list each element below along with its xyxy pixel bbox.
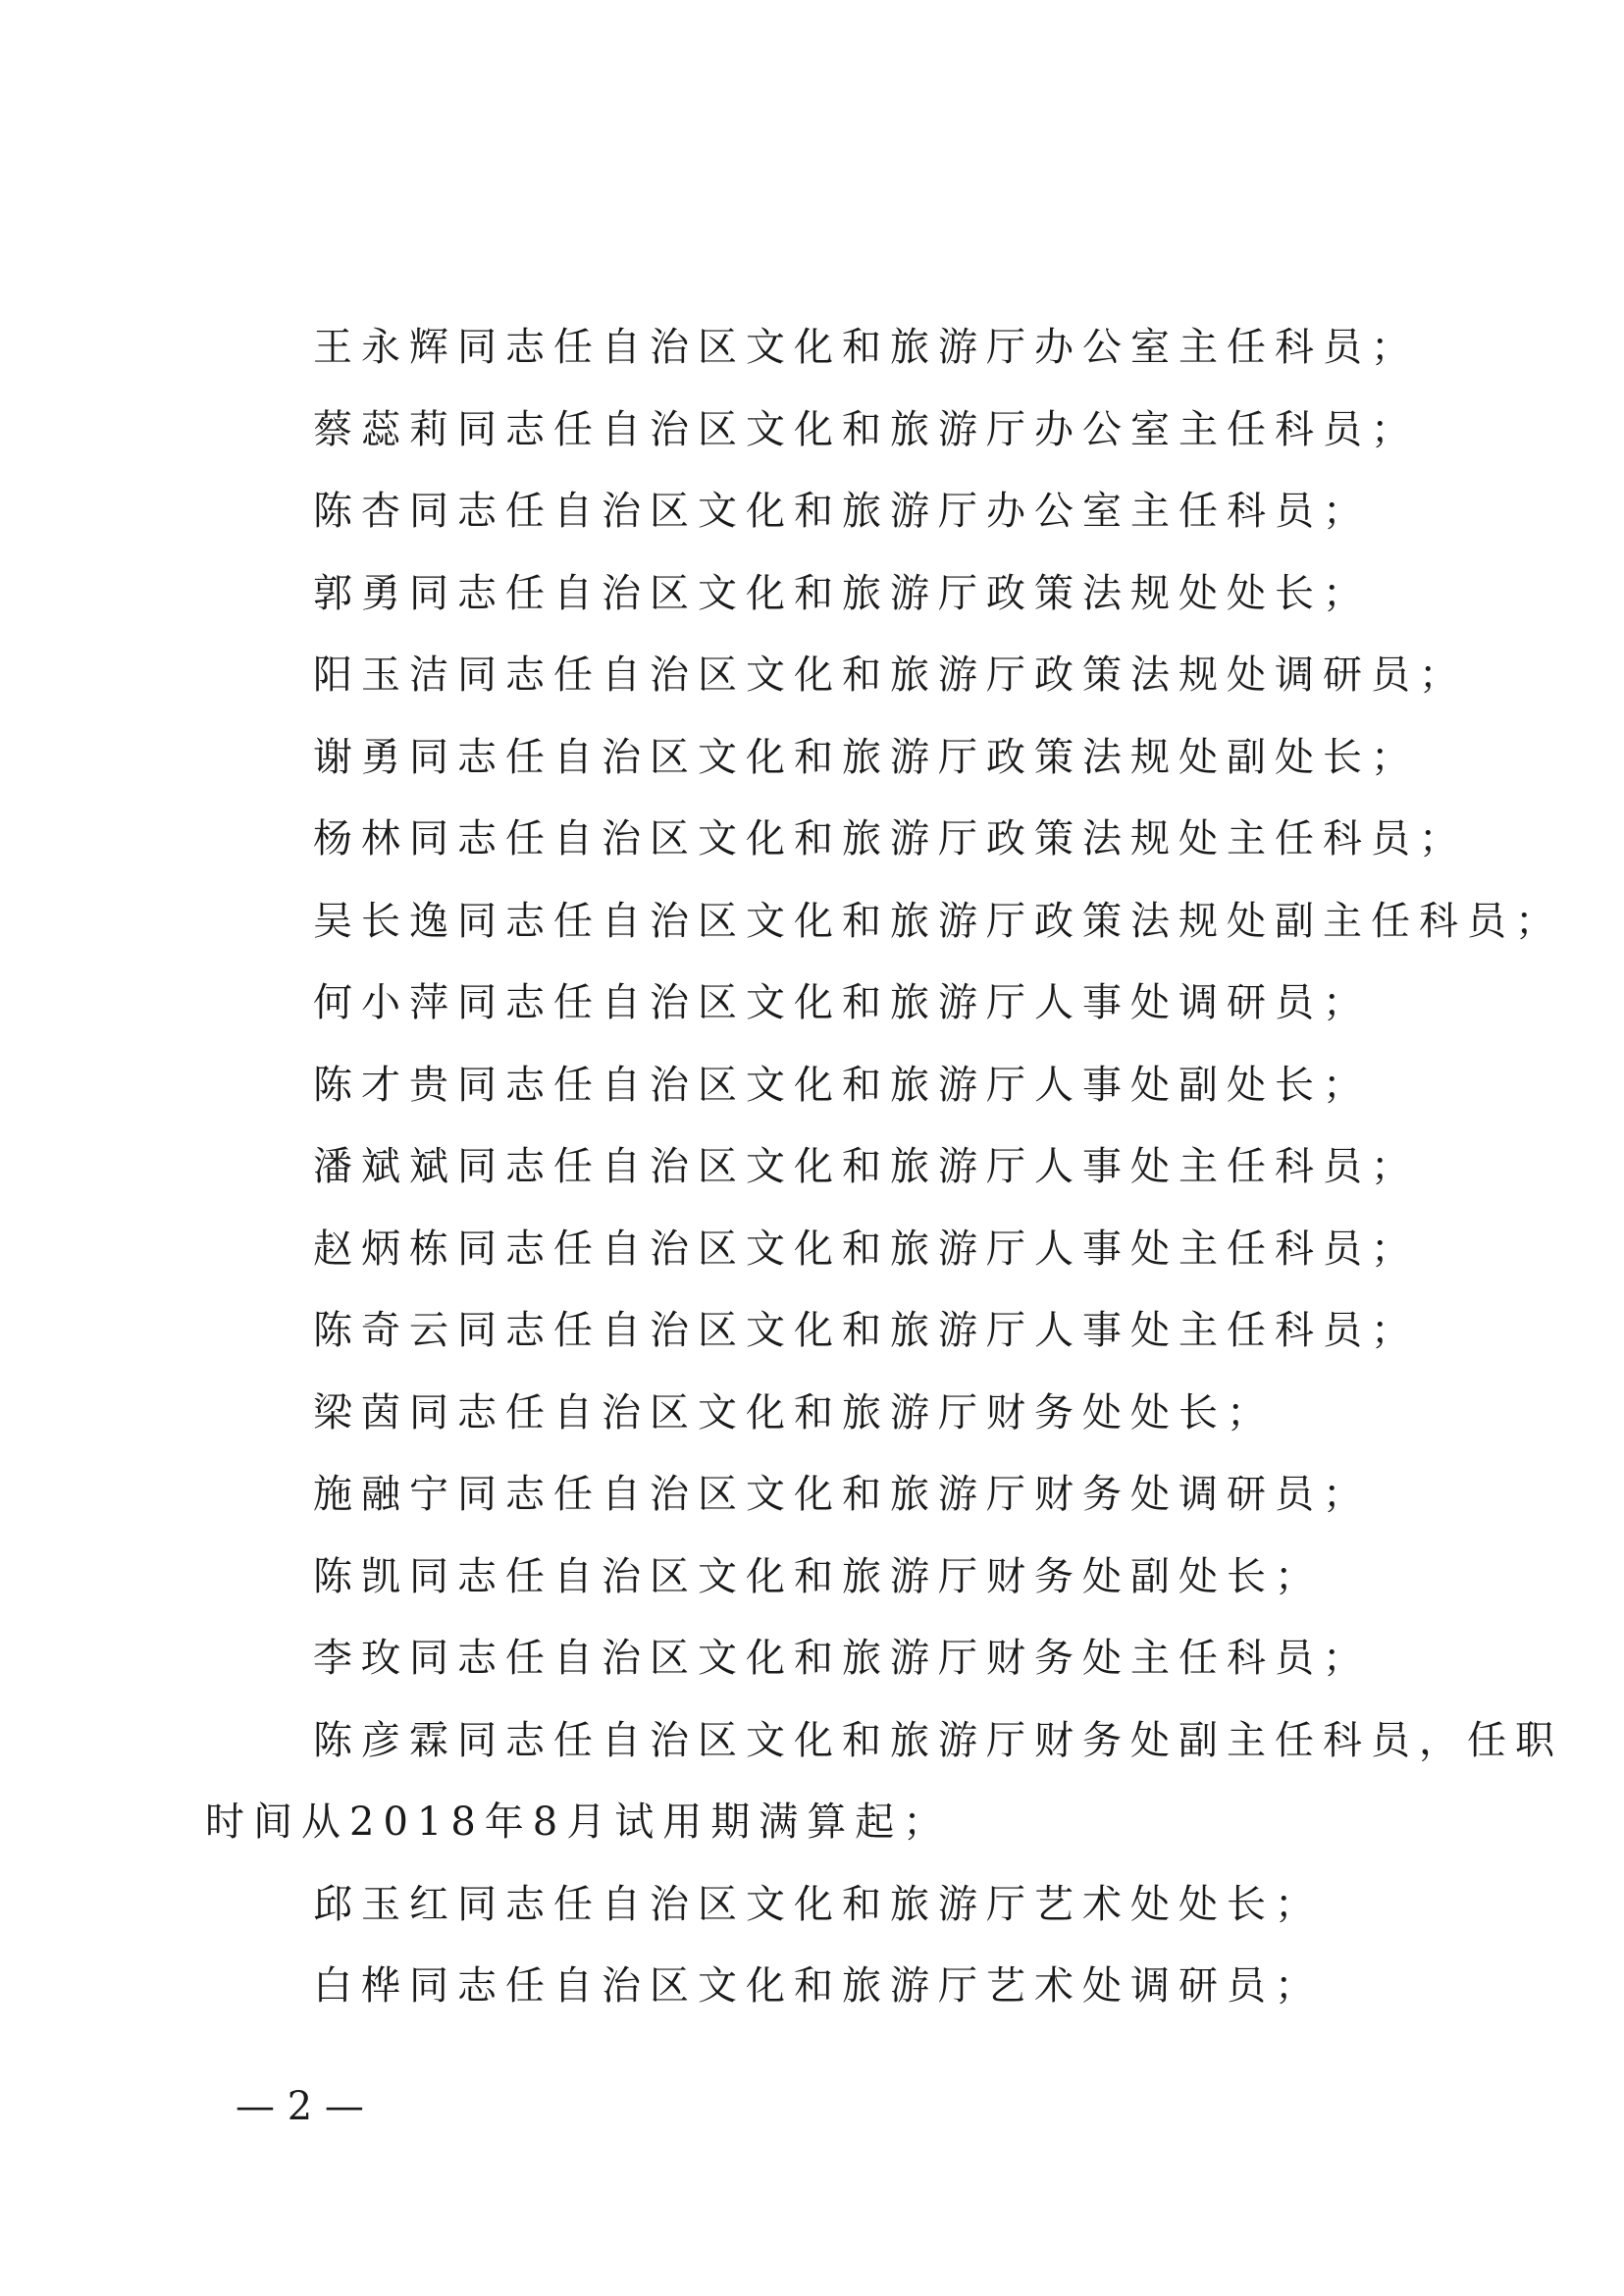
appointment-line: 李玫同志任自治区文化和旅游厅财务处主任科员； bbox=[313, 1636, 1371, 1681]
appointment-line-continuation: 时间从2018年8月试用期满算起； bbox=[205, 1800, 952, 1845]
appointment-line: 潘斌斌同志任自治区文化和旅游厅人事处主任科员； bbox=[313, 1144, 1419, 1189]
appointment-line: 王永辉同志任自治区文化和旅游厅办公室主任科员； bbox=[313, 325, 1419, 370]
appointment-line: 何小萍同志任自治区文化和旅游厅人事处调研员； bbox=[313, 980, 1371, 1025]
appointment-line: 蔡蕊莉同志任自治区文化和旅游厅办公室主任科员； bbox=[313, 406, 1419, 452]
appointment-line: 梁茵同志任自治区文化和旅游厅财务处处长； bbox=[313, 1389, 1275, 1435]
appointment-line: 陈杏同志任自治区文化和旅游厅办公室主任科员； bbox=[313, 489, 1371, 534]
appointment-line: 陈奇云同志任自治区文化和旅游厅人事处主任科员； bbox=[313, 1308, 1419, 1353]
appointment-line: 陈凯同志任自治区文化和旅游厅财务处副处长； bbox=[313, 1553, 1323, 1599]
appointment-line: 谢勇同志任自治区文化和旅游厅政策法规处副处长； bbox=[313, 734, 1419, 780]
appointment-line: 郭勇同志任自治区文化和旅游厅政策法规处处长； bbox=[313, 570, 1371, 616]
appointment-line: 阳玉洁同志任自治区文化和旅游厅政策法规处调研员； bbox=[313, 652, 1467, 698]
appointment-line: 陈彦霖同志任自治区文化和旅游厅财务处副主任科员，任职 bbox=[313, 1717, 1563, 1763]
page-number: — 2 — bbox=[236, 2084, 364, 2129]
appointment-line: 杨林同志任自治区文化和旅游厅政策法规处主任科员； bbox=[313, 816, 1467, 861]
document-body bbox=[205, 307, 1563, 2028]
appointment-line: 施融宁同志任自治区文化和旅游厅财务处调研员； bbox=[313, 1472, 1371, 1517]
appointment-line: 白桦同志任自治区文化和旅游厅艺术处调研员； bbox=[313, 1963, 1323, 2009]
appointment-line: 赵炳栋同志任自治区文化和旅游厅人事处主任科员； bbox=[313, 1226, 1419, 1272]
appointment-line: 邱玉红同志任自治区文化和旅游厅艺术处处长； bbox=[313, 1881, 1323, 1927]
appointment-line: 陈才贵同志任自治区文化和旅游厅人事处副处长； bbox=[313, 1062, 1371, 1108]
appointment-line: 吴长逸同志任自治区文化和旅游厅政策法规处副主任科员； bbox=[313, 898, 1563, 944]
